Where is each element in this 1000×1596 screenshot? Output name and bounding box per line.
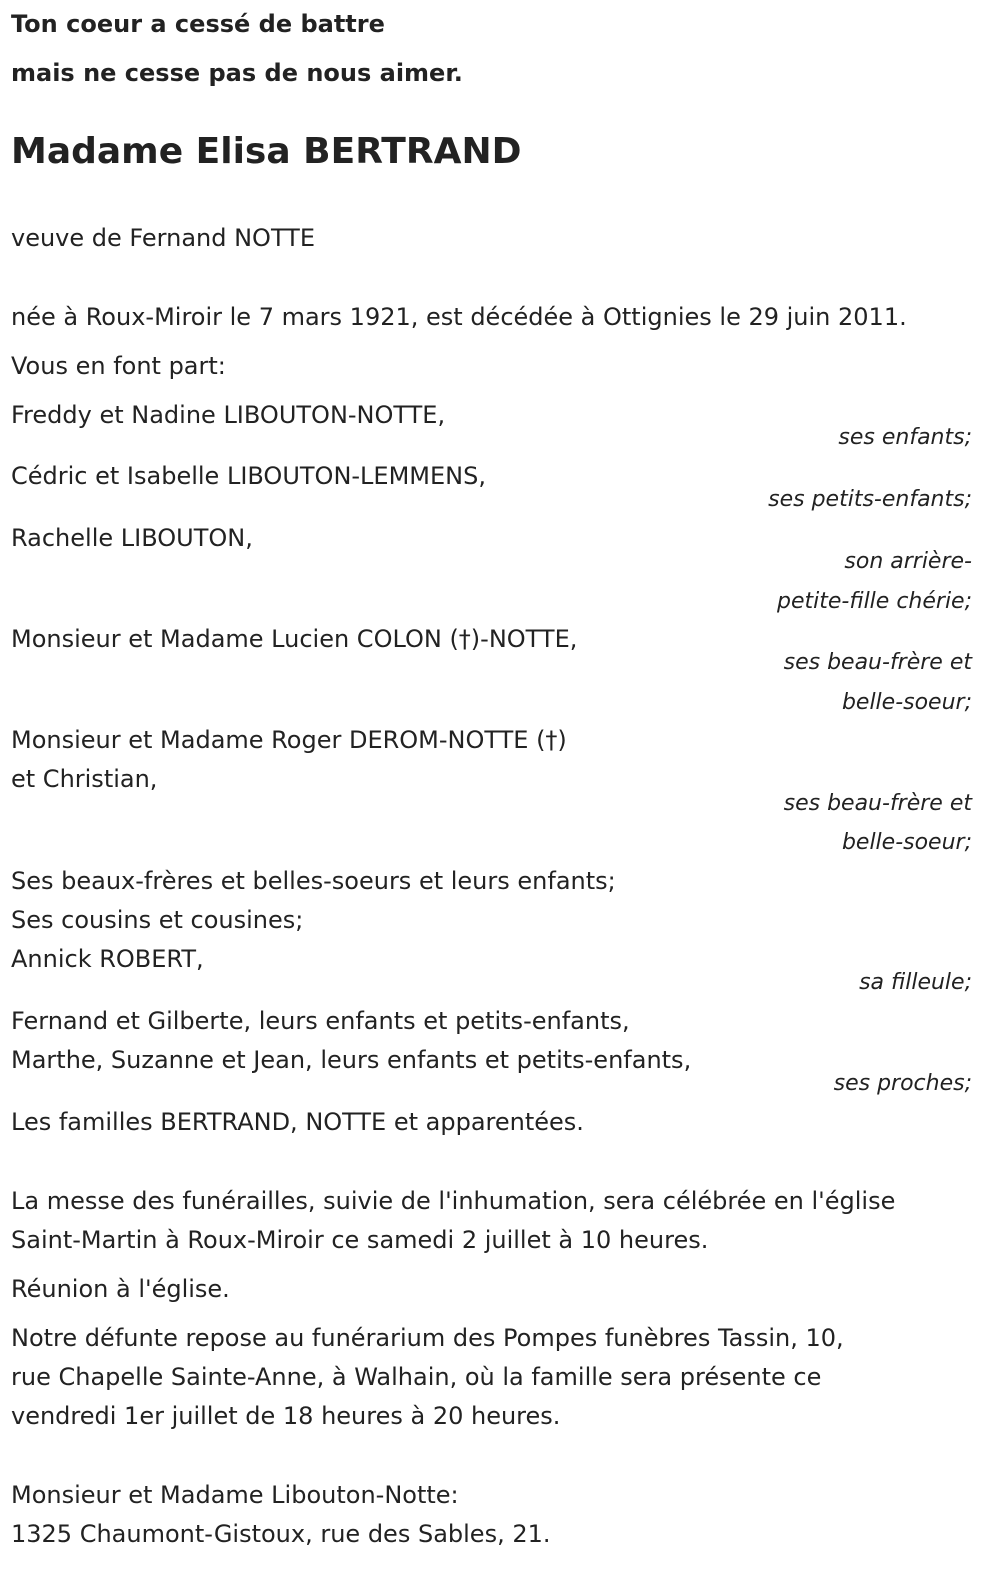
family-relation: ses enfants;: [838, 425, 972, 450]
family-relation: ses beau-frère et: [783, 650, 972, 675]
family-relation: belle-soeur;: [841, 690, 972, 715]
family-relation: ses proches;: [833, 1071, 972, 1096]
family-relation: ses petits-enfants;: [768, 487, 972, 512]
family-name-line: Freddy et Nadine LIBOUTON-NOTTE,: [11, 401, 446, 429]
family-name-line: Monsieur et Madame Roger DEROM-NOTTE (†): [11, 726, 567, 754]
funeral-repose-line: Notre défunte repose au funérarium des Pompes funèbres Tassin, 10,: [11, 1324, 844, 1352]
widow-of-text: veuve de Fernand NOTTE: [11, 224, 316, 252]
family-name-line: Annick ROBERT,: [11, 945, 204, 973]
funeral-meeting: Réunion à l'église.: [11, 1275, 230, 1303]
birth-death-text: née à Roux-Miroir le 7 mars 1921, est décédée à Ottignies le 29 juin 2011.: [11, 303, 907, 331]
family-name-line: Ses cousins et cousines;: [11, 906, 304, 934]
family-name-line: Les familles BERTRAND, NOTTE et apparentées.: [11, 1108, 584, 1136]
family-relation: belle-soeur;: [841, 830, 972, 855]
deceased-name: Madame Elisa BERTRAND: [11, 131, 522, 172]
family-relation: ses beau-frère et: [783, 791, 972, 816]
contact-address: 1325 Chaumont-Gistoux, rue des Sables, 21.: [11, 1520, 551, 1548]
family-relation: son arrière-: [844, 549, 972, 574]
family-name-line: Ses beaux-frères et belles-soeurs et leurs enfants;: [11, 867, 616, 895]
family-name-line: Marthe, Suzanne et Jean, leurs enfants et petits-enfants,: [11, 1046, 692, 1074]
funeral-mass-line: La messe des funérailles, suivie de l'inhumation, sera célébrée en l'église: [11, 1187, 896, 1215]
epitaph-line-1: Ton coeur a cessé de battre: [11, 10, 385, 38]
family-name-line: Cédric et Isabelle LIBOUTON-LEMMENS,: [11, 462, 486, 490]
funeral-repose-line: rue Chapelle Sainte-Anne, à Walhain, où la famille sera présente ce: [11, 1363, 822, 1391]
family-relation: petite-fille chérie;: [777, 589, 972, 614]
family-name-line: et Christian,: [11, 765, 158, 793]
family-name-line: Monsieur et Madame Lucien COLON (†)-NOTTE,: [11, 625, 578, 653]
funeral-mass-line: Saint-Martin à Roux-Miroir ce samedi 2 juillet à 10 heures.: [11, 1226, 709, 1254]
epitaph-line-2: mais ne cesse pas de nous aimer.: [11, 59, 463, 87]
contact-name: Monsieur et Madame Libouton-Notte:: [11, 1481, 459, 1509]
announcement-intro: Vous en font part:: [11, 352, 226, 380]
family-name-line: Fernand et Gilberte, leurs enfants et petits-enfants,: [11, 1007, 630, 1035]
family-name-line: Rachelle LIBOUTON,: [11, 524, 253, 552]
funeral-repose-line: vendredi 1er juillet de 18 heures à 20 heures.: [11, 1402, 561, 1430]
family-relation: sa filleule;: [859, 970, 972, 995]
